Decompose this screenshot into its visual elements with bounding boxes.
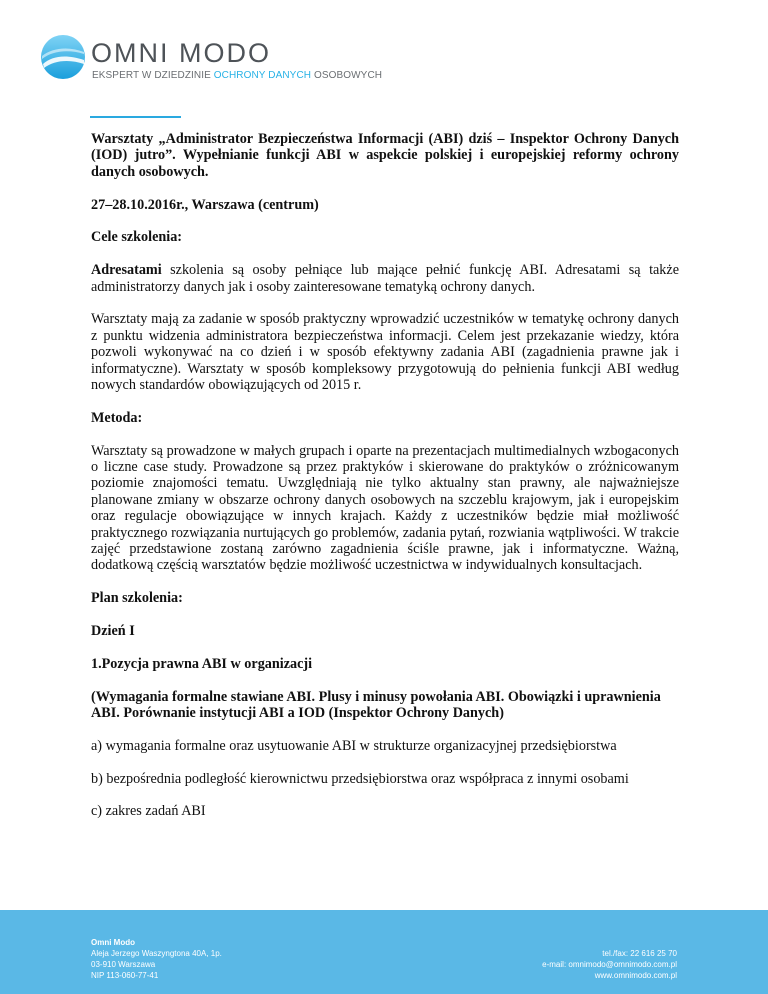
goals-paragraph-2: Warsztaty mają za zadanie w sposób praktyczny wprowadzić uczestników w tematykę ochrony danych z punktu widzenia administratora bezpieczeństwa informacji. Celem jest przekazanie wiedzy, która pozwoli wykonywać na co dzień i w sposób efektywny zadania ABI (zagadnienia prawne jak i informatyczne). Warsztaty w sposób kompleksowy przygotowują do pełnienia funkcji ABI według nowych standardów obowiązujących od 2015 r. (91, 311, 679, 394)
goals-bold-lead: Adresatami (91, 262, 162, 279)
footer-email[interactable]: e-mail: omnimodo@omnimodo.com.pl (542, 960, 677, 969)
list-item-a: a) wymagania formalne oraz usytuowanie ABI w strukturze organizacyjnej przedsiębiorstwa (91, 737, 617, 754)
goals-heading: Cele szkolenia: (91, 229, 183, 246)
goals-paragraph-1 (91, 262, 679, 295)
tagline-part: OSOBOWYCH (311, 70, 383, 81)
list-item-c: c) zakres zadań ABI (91, 803, 206, 820)
footer-contact-block (542, 948, 677, 981)
list-item-b: b) bezpośrednia podległość kierownictwu przedsiębiorstwa oraz współpraca z innymi osobami (91, 770, 629, 787)
footer-phone: tel./fax: 22 616 25 70 (602, 949, 677, 958)
document-body (91, 131, 679, 836)
footer-address: Aleja Jerzego Waszyngtona 40A, 1p. (91, 949, 222, 958)
method-heading: Metoda: (91, 409, 143, 426)
method-paragraph: Warsztaty są prowadzone w małych grupach i oparte na prezentacjach multimedialnych wzbogaconych o liczne case study. Prowadzone są przez praktyków i skierowane do praktyków o zróżnicowanym poziomie znajomości tematu. Uwzględniają nie tylko aktualny stan prawny, ale najważniejsze planowane zmiany w obszarze ochrony danych osobowych na szczeblu krajowym, jak i europejskim oraz regulacje obowiązujące w innych krajach. Każdy z uczestników będzie miał możliwość praktycznego rozwiązania nurtujących go problemów, zadania pytań, rozwiania wątpliwości. W trakcie zajęć przedstawione zostaną zarówno zagadnienia ściśle prawne, jak i informatyczne. Ważną, dodatkową częścią warsztatów będzie możliwość uczestnictwa w indywidualnych konsultacjach. (91, 442, 679, 574)
footer-address-block (91, 937, 222, 981)
omni-modo-logo-icon (40, 34, 86, 80)
date-place: 27–28.10.2016r., Warszawa (centrum) (91, 196, 319, 213)
section1-subtopics: (Wymagania formalne stawiane ABI. Plusy i minusy powołania ABI. Obowiązki i uprawnienia ABI. Porównanie instytucji ABI a IOD (Inspektor Ochrony Danych) (91, 688, 661, 722)
section1-heading: 1.Pozycja prawna ABI w organizacji (91, 655, 313, 672)
footer-city: 03-910 Warszawa (91, 960, 156, 969)
brand-tagline (92, 70, 382, 81)
footer-website[interactable]: www.omnimodo.com.pl (594, 971, 677, 980)
plan-heading: Plan szkolenia: (91, 590, 183, 607)
goals-p1-rest: szkolenia są osoby pełniące lub mające pełnić funkcję ABI. Adresatami są także administratorzy danych jak i osoby zainteresowane tematyką ochrony danych. (91, 262, 679, 295)
brand-name: OMNI MODO (91, 38, 271, 68)
footer-bar (0, 910, 768, 994)
footer-company: Omni Modo (91, 938, 135, 947)
day1-heading: Dzień I (91, 623, 135, 640)
tagline-highlight: OCHRONY DANYCH (213, 70, 312, 81)
footer-nip: NIP 113-060-77-41 (91, 971, 159, 980)
tagline-part: EKSPERT W DZIEDZINIE (92, 70, 214, 81)
letterhead (0, 0, 768, 90)
document-title: Warsztaty „Administrator Bezpieczeństwa Informacji (ABI) dziś – Inspektor Ochrony Danych (IOD) jutro”. Wypełnianie funkcji ABI w aspekcie polskiej i europejskiej reformy ochrony danych osobowych. (91, 131, 679, 180)
accent-divider (90, 116, 181, 118)
